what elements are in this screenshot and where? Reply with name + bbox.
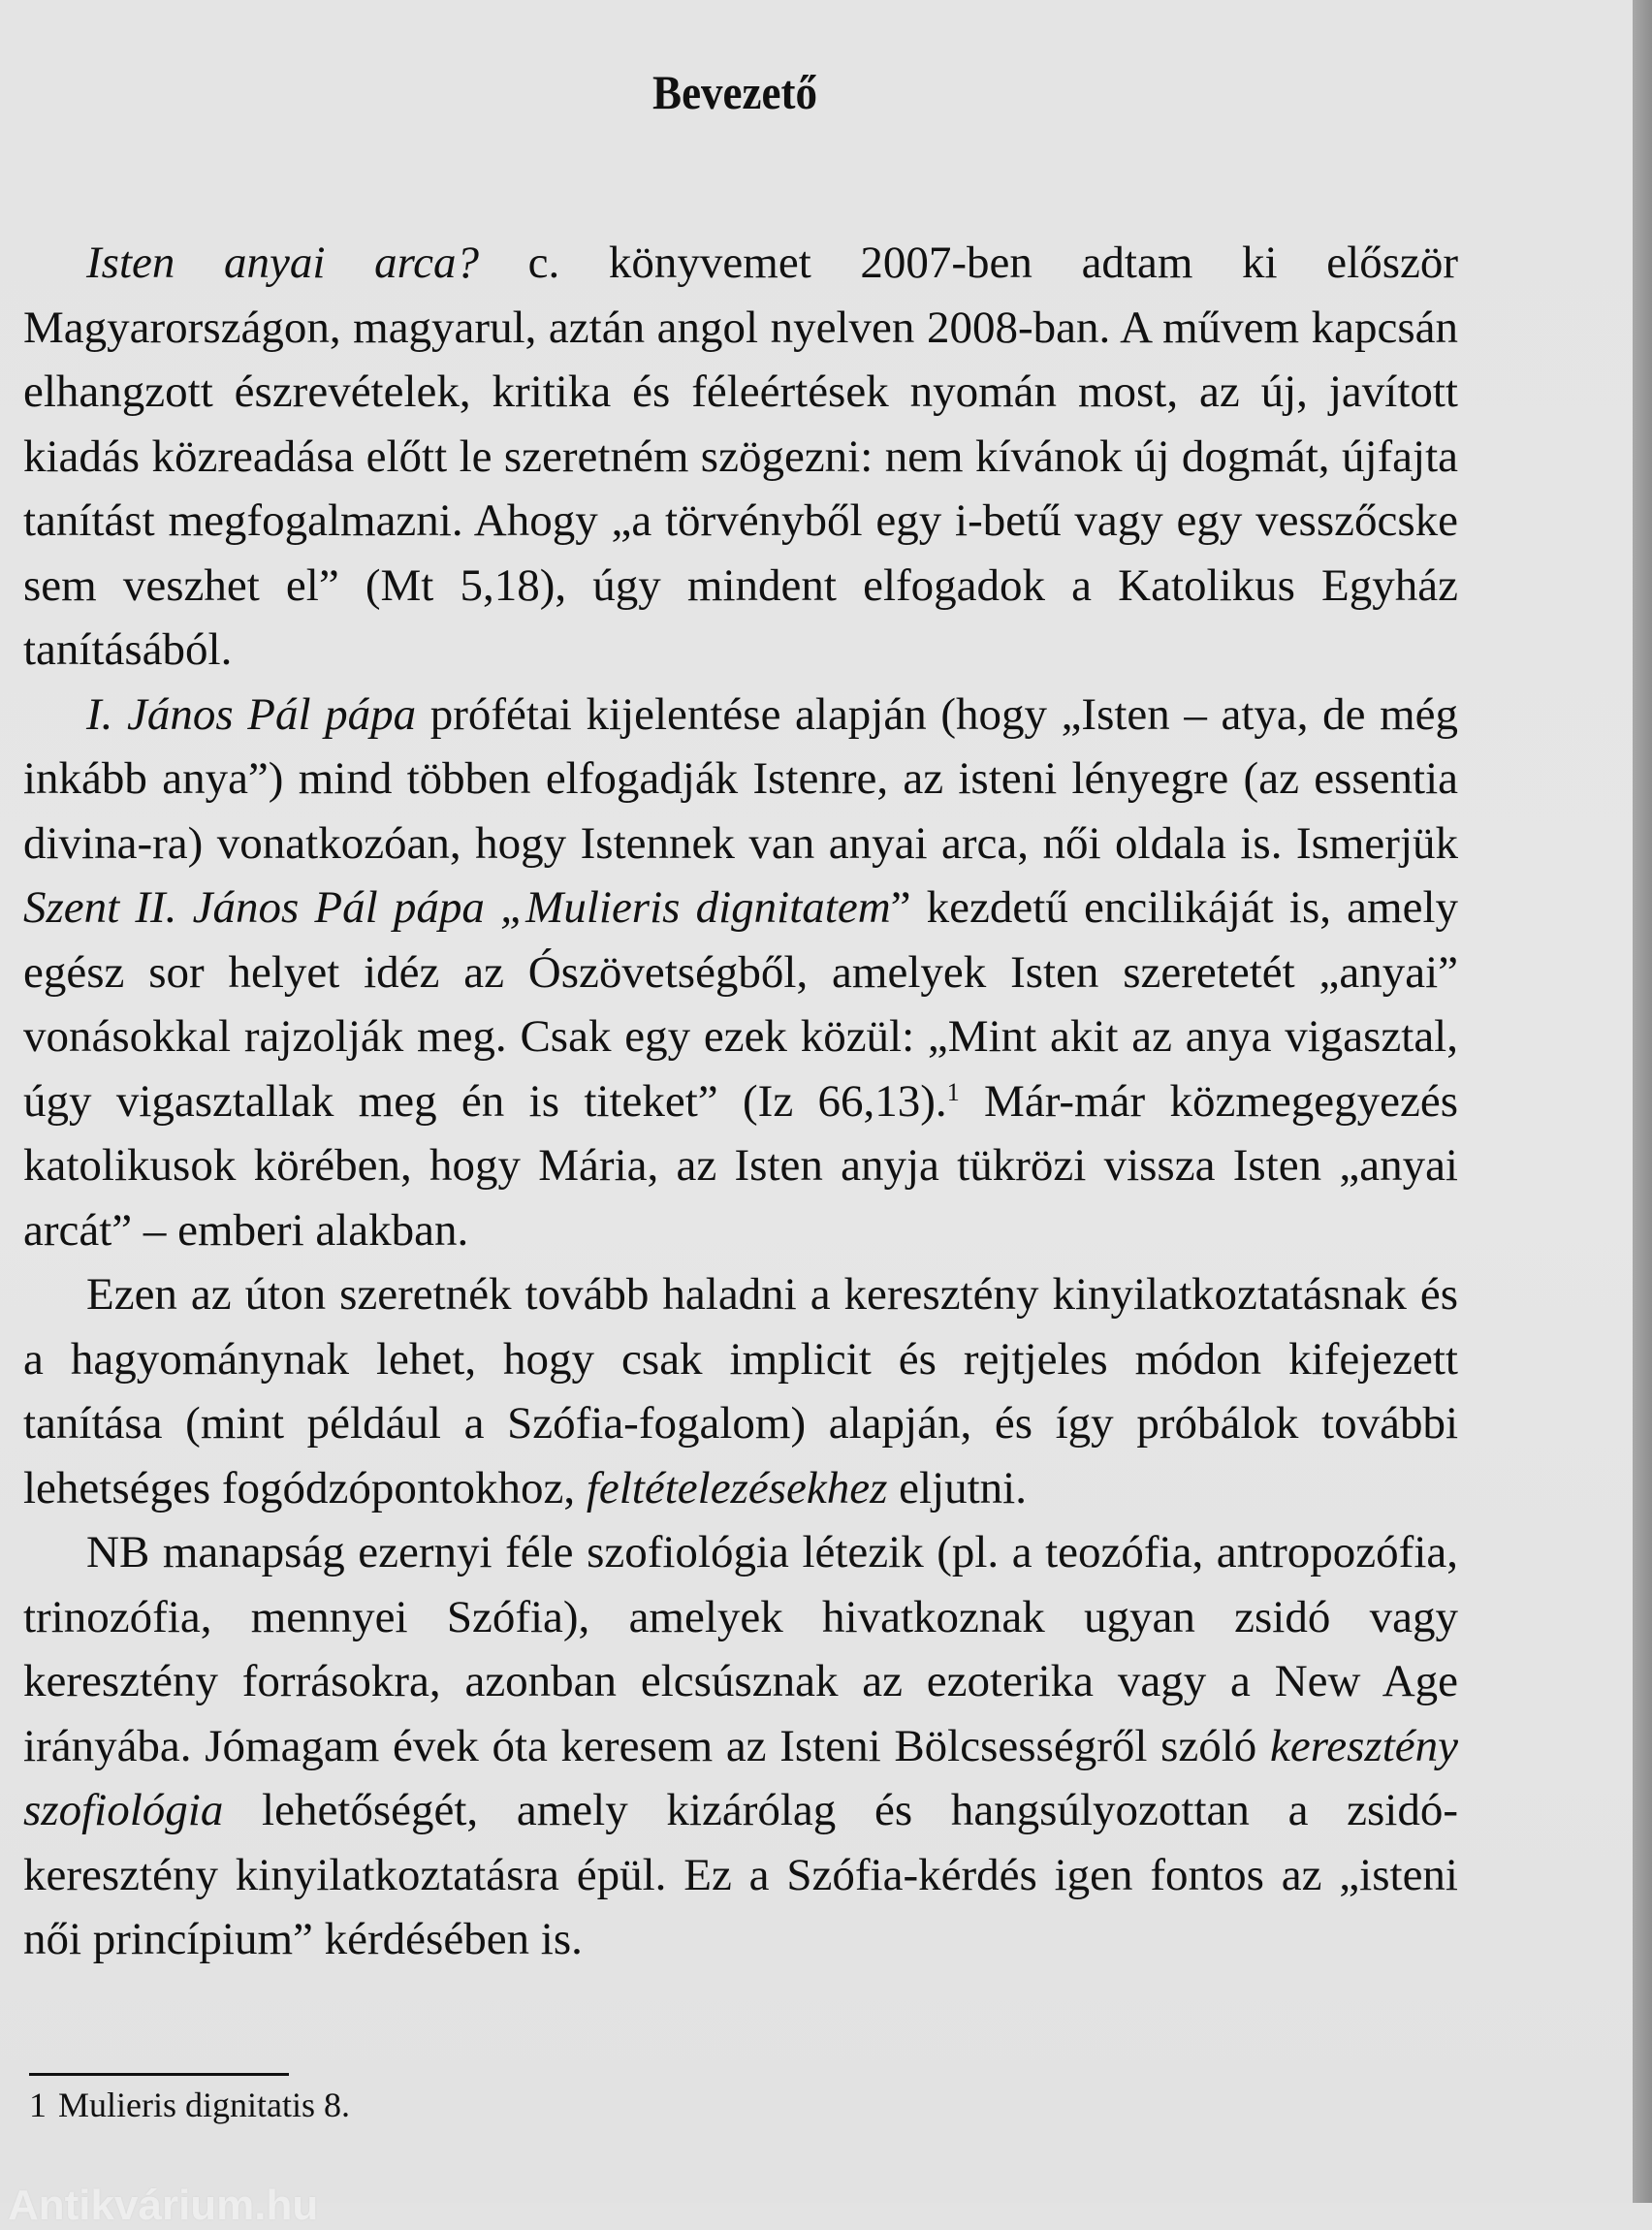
pope-name-italic: I. János Pál pápa bbox=[86, 688, 417, 740]
emphasis-italic: feltételezésekhez bbox=[586, 1462, 888, 1513]
footnote-number: 1 bbox=[29, 2086, 47, 2124]
book-title-italic: Isten anyai arca? bbox=[86, 238, 479, 288]
paragraph-text: eljutni. bbox=[887, 1462, 1027, 1513]
paragraph-text: lehetőségét, amely kizárólag és hangsúlyozottan a zsidó-keresztény kinyilatkoztatásra épül. Ez a Szófia-kérdés igen fontos az „isteni női princípium” kérdésében is. bbox=[23, 1785, 1458, 1964]
encyclical-italic: Szent II. János Pál pápa „Mulieris dignitatem bbox=[23, 882, 891, 933]
paragraph-text: c. könyvemet 2007-ben adtam ki először Magyarországon, magyarul, aztán angol nyelven 2008-ban. A művem kapcsán elhangzott észrevételek, kritika és féleértések nyomán most, az új, javított kiadás közreadása előtt le szeretném szögezni: nem kívánok új dogmát, újfajta tanítást megfogalmazni. Ahogy „a törvényből egy i-betű vagy egy vesszőcske sem veszhet el” (Mt 5,18), úgy mindent elfogadok a Katolikus Egyház tanításából. bbox=[23, 238, 1458, 675]
body-text bbox=[23, 231, 1458, 1972]
page-edge-shadow bbox=[1633, 0, 1652, 2203]
paragraph-text: NB manapság ezernyi féle szofiológia létezik (pl. a teozófia, antropozófia, trinozófia, mennyei Szófia), amelyek hivatkoznak ugyan zsidó vagy keresztény forrásokra, azonban elcsúsznak az ezoterika vagy a New Age irányába. Jómagam évek óta keresem az Isteni Bölcsességről szóló bbox=[23, 1527, 1458, 1771]
paragraph-2 bbox=[23, 683, 1458, 1263]
paragraph-text: Ezen az úton szeretnék tovább haladni a keresztény kinyilatkoztatásnak és a hagyománynak lehet, hogy csak implicit és rejtjeles módon kifejezett tanítása (mint például a Szófia-fogalom) alapján, és így próbálok további lehetséges fogódzópontokhoz, bbox=[23, 1269, 1458, 1513]
paragraph-text: ” kezdetű encilikáját is, amely egész sor helyet idéz az Ószövetségből, amelyek Isten szeretetét „anyai” vonásokkal rajzolják meg. Csak egy ezek közül: „Mint akit az anya vigasztal, úgy vigasztallak meg én is titeket” (Iz 66,13). bbox=[23, 882, 1459, 1127]
paragraph-1 bbox=[23, 231, 1458, 683]
paragraph-text: prófétai kijelentése alapján (hogy „Isten – atya, de még inkább anya”) mind többen elfogadják Istenre, az isteni lényegre (az essentia divina-ra) vonatkozóan, hogy Istennek van anyai arca, női oldala is. Ismerjük bbox=[23, 688, 1458, 869]
page-title: Bevezető bbox=[652, 64, 817, 119]
footnote-reference[interactable]: 1 bbox=[946, 1077, 960, 1106]
watermark: Antikvárium.hu bbox=[8, 2182, 319, 2229]
paragraph-3 bbox=[23, 1262, 1458, 1520]
footnote-divider bbox=[29, 2073, 289, 2076]
footnote-text: Mulieris dignitatis 8. bbox=[58, 2086, 350, 2124]
paragraph-4 bbox=[23, 1520, 1458, 1972]
paragraph-text: Már-már közmegegyezés katolikusok körében, hogy Mária, az Isten anyja tükrözi vissza Isten „anyai arcát” – emberi alakban. bbox=[23, 1075, 1458, 1256]
footnote bbox=[29, 2085, 350, 2125]
emphasis-italic: keresztény szofiológia bbox=[23, 1720, 1458, 1835]
